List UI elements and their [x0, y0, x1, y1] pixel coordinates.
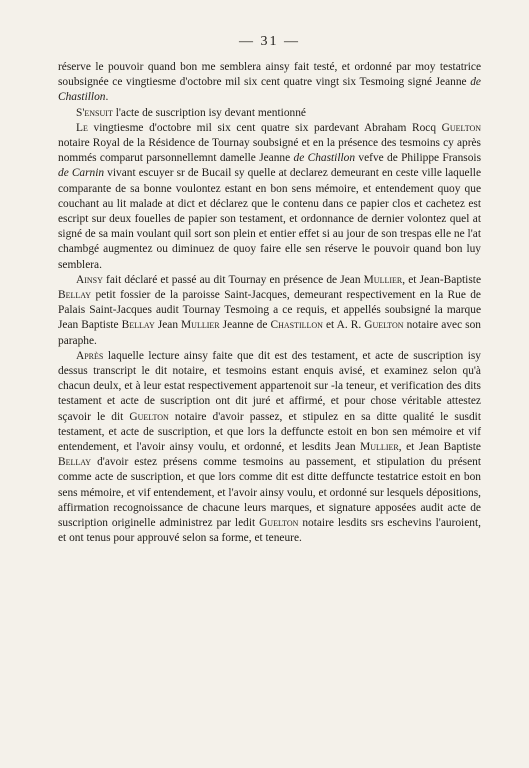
- small-caps-word: Après: [76, 349, 104, 362]
- text-run: Jean: [154, 319, 182, 332]
- small-caps-word: Mullier: [363, 273, 403, 286]
- small-caps-word: Ainsy: [76, 273, 103, 286]
- text-run: notaire d'avoir passez, et stipulez en sa ditte qualité le susdit testament, et acte de suscription, et que lors la deffuncte estoit en bon sen mémoire et vif entendement, et l'avoir ainsy voulu, et ordonné, et lesdits Jean: [58, 410, 481, 454]
- small-caps-word: Bellay: [58, 289, 92, 302]
- text-run: fait déclaré et passé au dit Tournay en présence de Jean: [102, 273, 364, 286]
- italic-name: de Chastillon: [293, 152, 356, 165]
- small-caps-word: Mullier: [181, 319, 220, 332]
- small-caps-word: Bellay: [121, 319, 155, 332]
- text-run: vivant escuyer sr de Bucail sy quelle at declarez demeurant en ceste ville laquelle comparante de sa bonne voulontez estant en bon sens mémoire, et entendement quoy que couchant au lit malade at dict et déclarez que le contenu dans ce papier clos et cachetez est escript sur deux fouelles de papier son testament, et ordonnance de dernier volontez quel at signé de sa main voulant quil sort son plein et entier effet si au jour de son trespas elle ne l'at chambgé augmentez ou diminuez de quoy faire elle sen réserve le pouvoir quand bon luy semblera.: [58, 167, 481, 271]
- text-run: vefve de Philippe Fransois: [355, 152, 482, 165]
- paragraph: [58, 273, 481, 349]
- italic-name: de Carnin: [58, 167, 105, 180]
- text-run: petit fossier de la paroisse Saint-Jacques, demeurant respectivement en la Rue de Palais Saint-Jacques audit Tournay Tesmoing a ce requis, et appellés soubsigné la marque Jean Baptiste: [58, 289, 481, 332]
- text-run: , et Jean Baptiste: [398, 441, 481, 454]
- small-caps-word: Le: [76, 121, 88, 134]
- paragraph: [58, 106, 481, 121]
- paragraph: [58, 349, 481, 547]
- text-run: et A. R.: [322, 319, 365, 332]
- text-run: notaire avec son paraphe.: [58, 319, 481, 347]
- text-run: Jeanne de: [219, 319, 271, 332]
- italic-name: de Chastillon: [58, 76, 481, 104]
- text-run: notaire Royal de la Résidence de Tournay soubsigné et en la présence des tesmoins cy après nommés comparut parsonnellemnt damelle Jeanne: [58, 137, 481, 165]
- paragraph: [58, 60, 481, 106]
- small-caps-word: Chastillon: [270, 319, 323, 332]
- body-text: [58, 60, 481, 547]
- text-run: notaire lesdits srs eschevins l'auroient, et ont tenus pour approuvé selon sa forme, et teneure.: [58, 517, 481, 545]
- text-run: vingtiesme d'octobre mil six cent quatre six pardevant Abraham Rocq: [87, 121, 442, 134]
- small-caps-word: Guelton: [441, 121, 481, 134]
- text-run: d'avoir estez présens comme tesmoins au passement, et stipulation du présent comme acte de suscription, et que lors comme dit est ditte deffuncte testatrice estoit en bon sens mémoire, et vif entendement, et l'avoir ainsy voulu, et ordonné sur lesquels dépositions, affirmation recognoissance de chacune leurs marques, et signature apposées audit acte de suscription originelle administrez par ledit: [58, 456, 481, 530]
- text-run: laquelle lecture ainsy faite que dit est des testament, et acte de suscription isy dessus transcript le dit notaire, et tesmoins estant enquis avisé, et examinez selon qu'à chacun deulx, et à leur estat respectivement appartenoit sur -la teneur, et verification des dits testament et acte de suscription ont dit juré et affirmé, et pour chose véritable attestez sçavoir le dit: [58, 349, 481, 423]
- small-caps-word: Guelton: [129, 410, 169, 423]
- small-caps-word: Mullier: [360, 441, 399, 454]
- small-caps-word: S'ensuit: [76, 106, 113, 119]
- text-run: .: [105, 91, 109, 104]
- text-run: , et Jean-Baptiste: [402, 273, 481, 286]
- small-caps-word: Bellay: [58, 456, 92, 469]
- paragraph: [58, 121, 481, 273]
- text-run: réserve le pouvoir quand bon me semblera ainsy fait testé, et ordonné par moy testatrice soubsignée ce vingtiesme d'octobre mil six cent quatre vingt six Tesmoing signé Jeanne: [58, 61, 481, 89]
- small-caps-word: Guelton: [364, 319, 404, 332]
- text-run: l'acte de suscription isy devant mentionné: [112, 106, 306, 119]
- small-caps-word: Guelton: [259, 517, 299, 530]
- page-number: — 31 —: [239, 34, 300, 49]
